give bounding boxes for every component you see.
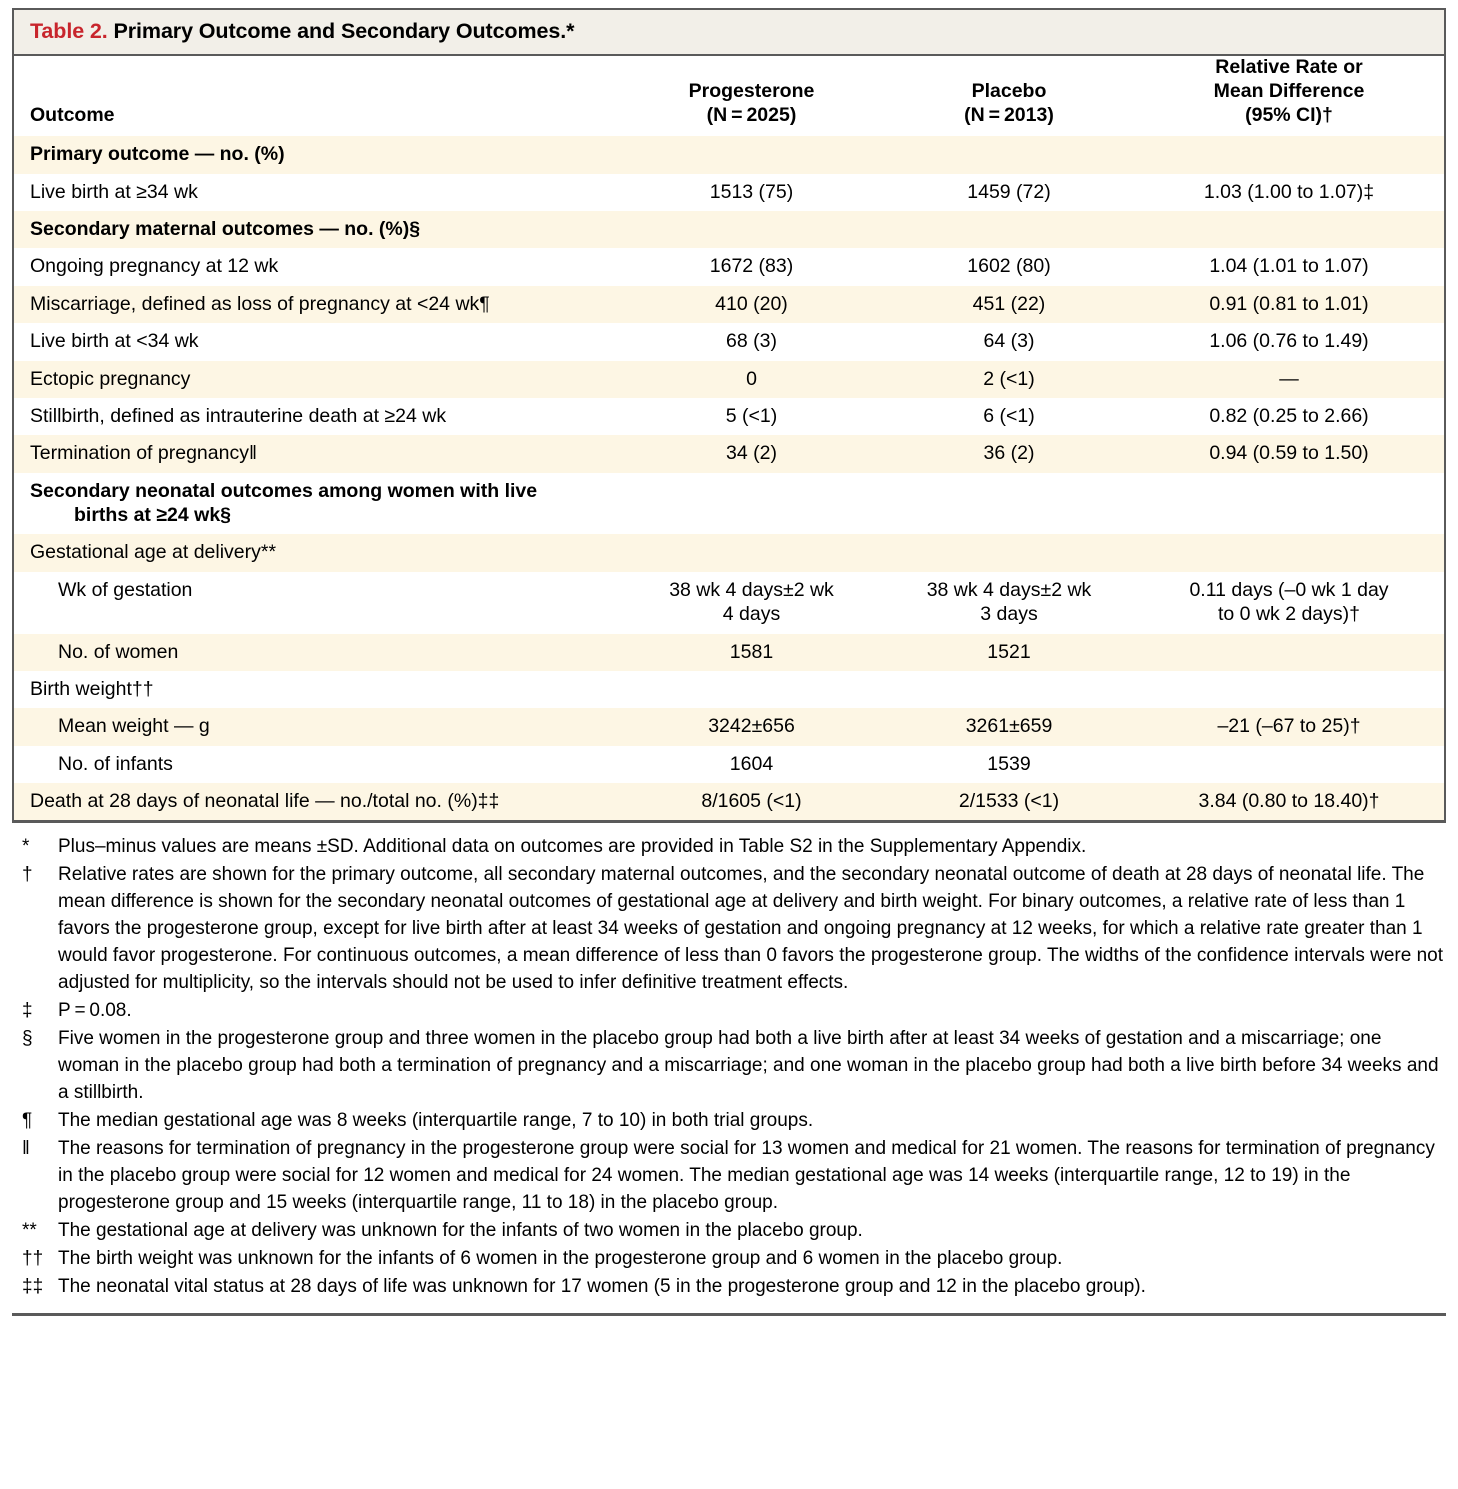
row-label-cell: No. of women xyxy=(14,634,619,671)
row-value-relative-rate xyxy=(1134,136,1444,173)
footnote-text: The neonatal vital status at 28 days of life was unknown for 17 women (5 in the progesterone group and 12 in the placebo group). xyxy=(58,1275,1146,1297)
row-value-relative-rate xyxy=(1134,211,1444,248)
row-value-placebo: 1602 (80) xyxy=(884,248,1134,285)
row-value-progesterone: 1604 xyxy=(619,746,884,783)
row-value-relative-rate: 1.04 (1.01 to 1.07) xyxy=(1134,248,1444,285)
footnote-symbol: ‡ xyxy=(22,1000,33,1022)
row-value-progesterone xyxy=(619,473,884,535)
footnote-item xyxy=(14,1026,1446,1107)
row-value-progesterone: 68 (3) xyxy=(619,323,884,360)
footnote-item xyxy=(14,1218,1446,1245)
table-row xyxy=(14,398,1444,435)
col-header-placebo-line1: Placebo xyxy=(971,79,1047,102)
footnote-item xyxy=(14,1246,1446,1273)
footnote-item xyxy=(14,1274,1446,1301)
row-label-cell: Secondary maternal outcomes — no. (%)§ xyxy=(14,211,619,248)
footnote-text: The gestational age at delivery was unknown for the infants of two women in the placebo group. xyxy=(58,1220,863,1242)
row-value-progesterone: 1672 (83) xyxy=(619,248,884,285)
footnote-item xyxy=(14,1108,1446,1135)
row-value-placebo: 6 (<1) xyxy=(884,398,1134,435)
row-value-relative-rate xyxy=(1134,473,1444,535)
row-value-placebo xyxy=(884,211,1134,248)
table-head xyxy=(14,56,1444,136)
row-label-cell: Ectopic pregnancy xyxy=(14,361,619,398)
row-value-progesterone: 1513 (75) xyxy=(619,174,884,211)
col-header-relative-rate-line3: (95% CI)† xyxy=(1245,103,1333,126)
row-value-relative-rate: 0.94 (0.59 to 1.50) xyxy=(1134,435,1444,472)
footnote-symbol: ‖ xyxy=(22,1138,30,1160)
row-value-relative-rate xyxy=(1134,746,1444,783)
row-value-progesterone: 8/1605 (<1) xyxy=(619,783,884,820)
table-row xyxy=(14,286,1444,323)
table-row xyxy=(14,534,1444,571)
table-row xyxy=(14,136,1444,173)
table-row xyxy=(14,671,1444,708)
footnote-item xyxy=(14,862,1446,997)
row-value-relative-rate xyxy=(1134,671,1444,708)
table-row xyxy=(14,572,1444,634)
row-value-relative-rate xyxy=(1134,634,1444,671)
row-value-relative-rate: –21 (–67 to 25)† xyxy=(1134,708,1444,745)
row-value-placebo xyxy=(884,136,1134,173)
footnote-text: The median gestational age was 8 weeks (interquartile range, 7 to 10) in both trial groups. xyxy=(58,1110,814,1132)
row-label-cell: Stillbirth, defined as intrauterine death at ≥24 wk xyxy=(14,398,619,435)
row-value-progesterone: 410 (20) xyxy=(619,286,884,323)
row-value-relative-rate: 1.06 (0.76 to 1.49) xyxy=(1134,323,1444,360)
footnotes-block xyxy=(12,834,1446,1300)
row-label-cell: Termination of pregnancy‖ xyxy=(14,435,619,472)
row-value-progesterone xyxy=(619,671,884,708)
header-row xyxy=(14,56,1444,136)
table-body xyxy=(14,136,1444,820)
col-header-progesterone xyxy=(619,56,884,136)
row-label-cell: Miscarriage, defined as loss of pregnancy at <24 wk¶ xyxy=(14,286,619,323)
footnote-text: Relative rates are shown for the primary outcome, all secondary maternal outcomes, and the secondary neonatal outcome of death at 28 days of neonatal life. The mean difference is shown for the secondary neonatal outcomes of gestational age at delivery and birth weight. For binary outcomes, a relative rate of less than 1 favors the progesterone group, except for live birth after at least 34 weeks of gestation and ongoing pregnancy at 12 weeks, for which a relative rate greater than 1 would favor progesterone. For continuous outcomes, a mean difference of less than 0 favors the progesterone group. The widths of the confidence intervals were not adjusted for multiplicity, so the intervals should not be used to infer definitive treatment effects. xyxy=(58,864,1443,994)
row-value-placebo: 64 (3) xyxy=(884,323,1134,360)
footnote-symbol: † xyxy=(22,864,33,886)
row-value-placebo: 1521 xyxy=(884,634,1134,671)
row-value-relative-rate: 0.91 (0.81 to 1.01) xyxy=(1134,286,1444,323)
row-value-relative-rate: — xyxy=(1134,361,1444,398)
row-value-progesterone: 34 (2) xyxy=(619,435,884,472)
row-label-cell: Birth weight†† xyxy=(14,671,619,708)
table-row xyxy=(14,435,1444,472)
row-label-cell: Death at 28 days of neonatal life — no./total no. (%)‡‡ xyxy=(14,783,619,820)
table-row xyxy=(14,708,1444,745)
row-label-line2: births at ≥24 wk§ xyxy=(74,504,232,527)
row-value-placebo: 1459 (72) xyxy=(884,174,1134,211)
row-value-progesterone: 5 (<1) xyxy=(619,398,884,435)
col-header-outcome: Outcome xyxy=(14,56,619,136)
table-row xyxy=(14,174,1444,211)
row-value-relative-rate: 3.84 (0.80 to 18.40)† xyxy=(1134,783,1444,820)
row-value-progesterone: 3242±656 xyxy=(619,708,884,745)
col-header-progesterone-line2: (N = 2025) xyxy=(706,103,797,126)
table-title xyxy=(14,10,1444,56)
outcomes-table xyxy=(14,56,1444,820)
row-value-relative-rate xyxy=(1134,534,1444,571)
row-value-placebo: 451 (22) xyxy=(884,286,1134,323)
footnote-symbol: § xyxy=(22,1028,33,1050)
footnote-symbol: ‡‡ xyxy=(22,1275,44,1297)
footnote-text: Plus–minus values are means ±SD. Additional data on outcomes are provided in Table S2 in the Supplementary Appendix. xyxy=(58,836,1087,858)
row-label-cell: Live birth at ≥34 wk xyxy=(14,174,619,211)
footnote-text: The birth weight was unknown for the infants of 6 women in the progesterone group and 6 women in the placebo group. xyxy=(58,1248,1063,1269)
footnote-text: P = 0.08. xyxy=(58,1000,132,1022)
row-label-line1: Secondary neonatal outcomes among women with live births at ≥24 wk§ xyxy=(30,479,613,528)
row-label-cell: Wk of gestation xyxy=(14,572,619,634)
col-header-placebo-line2: (N = 2013) xyxy=(964,103,1054,126)
col-header-relative-rate xyxy=(1134,56,1444,136)
row-value-placebo: 2/1533 (<1) xyxy=(884,783,1134,820)
row-value-progesterone xyxy=(619,136,884,173)
table-row xyxy=(14,746,1444,783)
row-value-placebo: 3261±659 xyxy=(884,708,1134,745)
row-value-progesterone: 0 xyxy=(619,361,884,398)
row-label-cell: No. of infants xyxy=(14,746,619,783)
row-value-relative-rate: 1.03 (1.00 to 1.07)‡ xyxy=(1134,174,1444,211)
row-value-placebo: 38 wk 4 days±2 wk 3 days xyxy=(884,572,1134,634)
row-value-placebo: 1539 xyxy=(884,746,1134,783)
table-row xyxy=(14,783,1444,820)
row-value-placebo: 2 (<1) xyxy=(884,361,1134,398)
table-row xyxy=(14,361,1444,398)
table-row xyxy=(14,323,1444,360)
row-value-placebo xyxy=(884,671,1134,708)
row-label-cell: Live birth at <34 wk xyxy=(14,323,619,360)
row-value-placebo xyxy=(884,534,1134,571)
row-label-cell: Ongoing pregnancy at 12 wk xyxy=(14,248,619,285)
footnote-symbol: ** xyxy=(22,1220,37,1242)
footnote-symbol: †† xyxy=(22,1248,44,1269)
table-row xyxy=(14,211,1444,248)
footnote-item xyxy=(14,998,1446,1025)
col-header-placebo xyxy=(884,56,1134,136)
footnote-text: Five women in the progesterone group and three women in the placebo group had both a live birth after at least 34 weeks of gestation and a miscarriage; one woman in the placebo group had both a termination of pregnancy and a miscarriage; and one woman in the placebo group had both a live birth before 34 weeks and a stillbirth. xyxy=(58,1028,1439,1104)
table-row xyxy=(14,634,1444,671)
col-header-relative-rate-line2: Mean Difference xyxy=(1213,79,1365,102)
row-value-placebo: 36 (2) xyxy=(884,435,1134,472)
bottom-rule xyxy=(12,1313,1446,1316)
table-number: Table 2. xyxy=(30,19,108,43)
table-frame xyxy=(12,8,1446,823)
row-value-relative-rate: 0.82 (0.25 to 2.66) xyxy=(1134,398,1444,435)
table-title-text: Primary Outcome and Secondary Outcomes.* xyxy=(113,19,575,43)
table-row xyxy=(14,473,1444,535)
col-header-relative-rate-line1: Relative Rate or xyxy=(1215,56,1363,78)
row-value-relative-rate: 0.11 days (–0 wk 1 day to 0 wk 2 days)† xyxy=(1134,572,1444,634)
row-label-cell: Gestational age at delivery** xyxy=(14,534,619,571)
row-label-cell: Mean weight — g xyxy=(14,708,619,745)
footnote-item xyxy=(14,1136,1446,1217)
footnote-item xyxy=(14,834,1446,861)
row-value-progesterone xyxy=(619,534,884,571)
row-value-progesterone: 38 wk 4 days±2 wk 4 days xyxy=(619,572,884,634)
row-value-progesterone: 1581 xyxy=(619,634,884,671)
row-value-placebo xyxy=(884,473,1134,535)
table-row xyxy=(14,248,1444,285)
row-label-cell xyxy=(14,473,619,535)
footnote-symbol: * xyxy=(22,836,30,858)
row-label-cell: Primary outcome — no. (%) xyxy=(14,136,619,173)
footnote-text: The reasons for termination of pregnancy in the progesterone group were social for 13 women and medical for 21 women. The reasons for termination of pregnancy in the placebo group were social for 12 women and medical for 24 women. The median gestational age was 14 weeks (interquartile range, 12 to 19) in the progesterone group and 15 weeks (interquartile range, 11 to 18) in the placebo group. xyxy=(58,1138,1435,1214)
footnote-symbol: ¶ xyxy=(22,1110,33,1132)
col-header-progesterone-line1: Progesterone xyxy=(688,79,815,102)
row-value-progesterone xyxy=(619,211,884,248)
